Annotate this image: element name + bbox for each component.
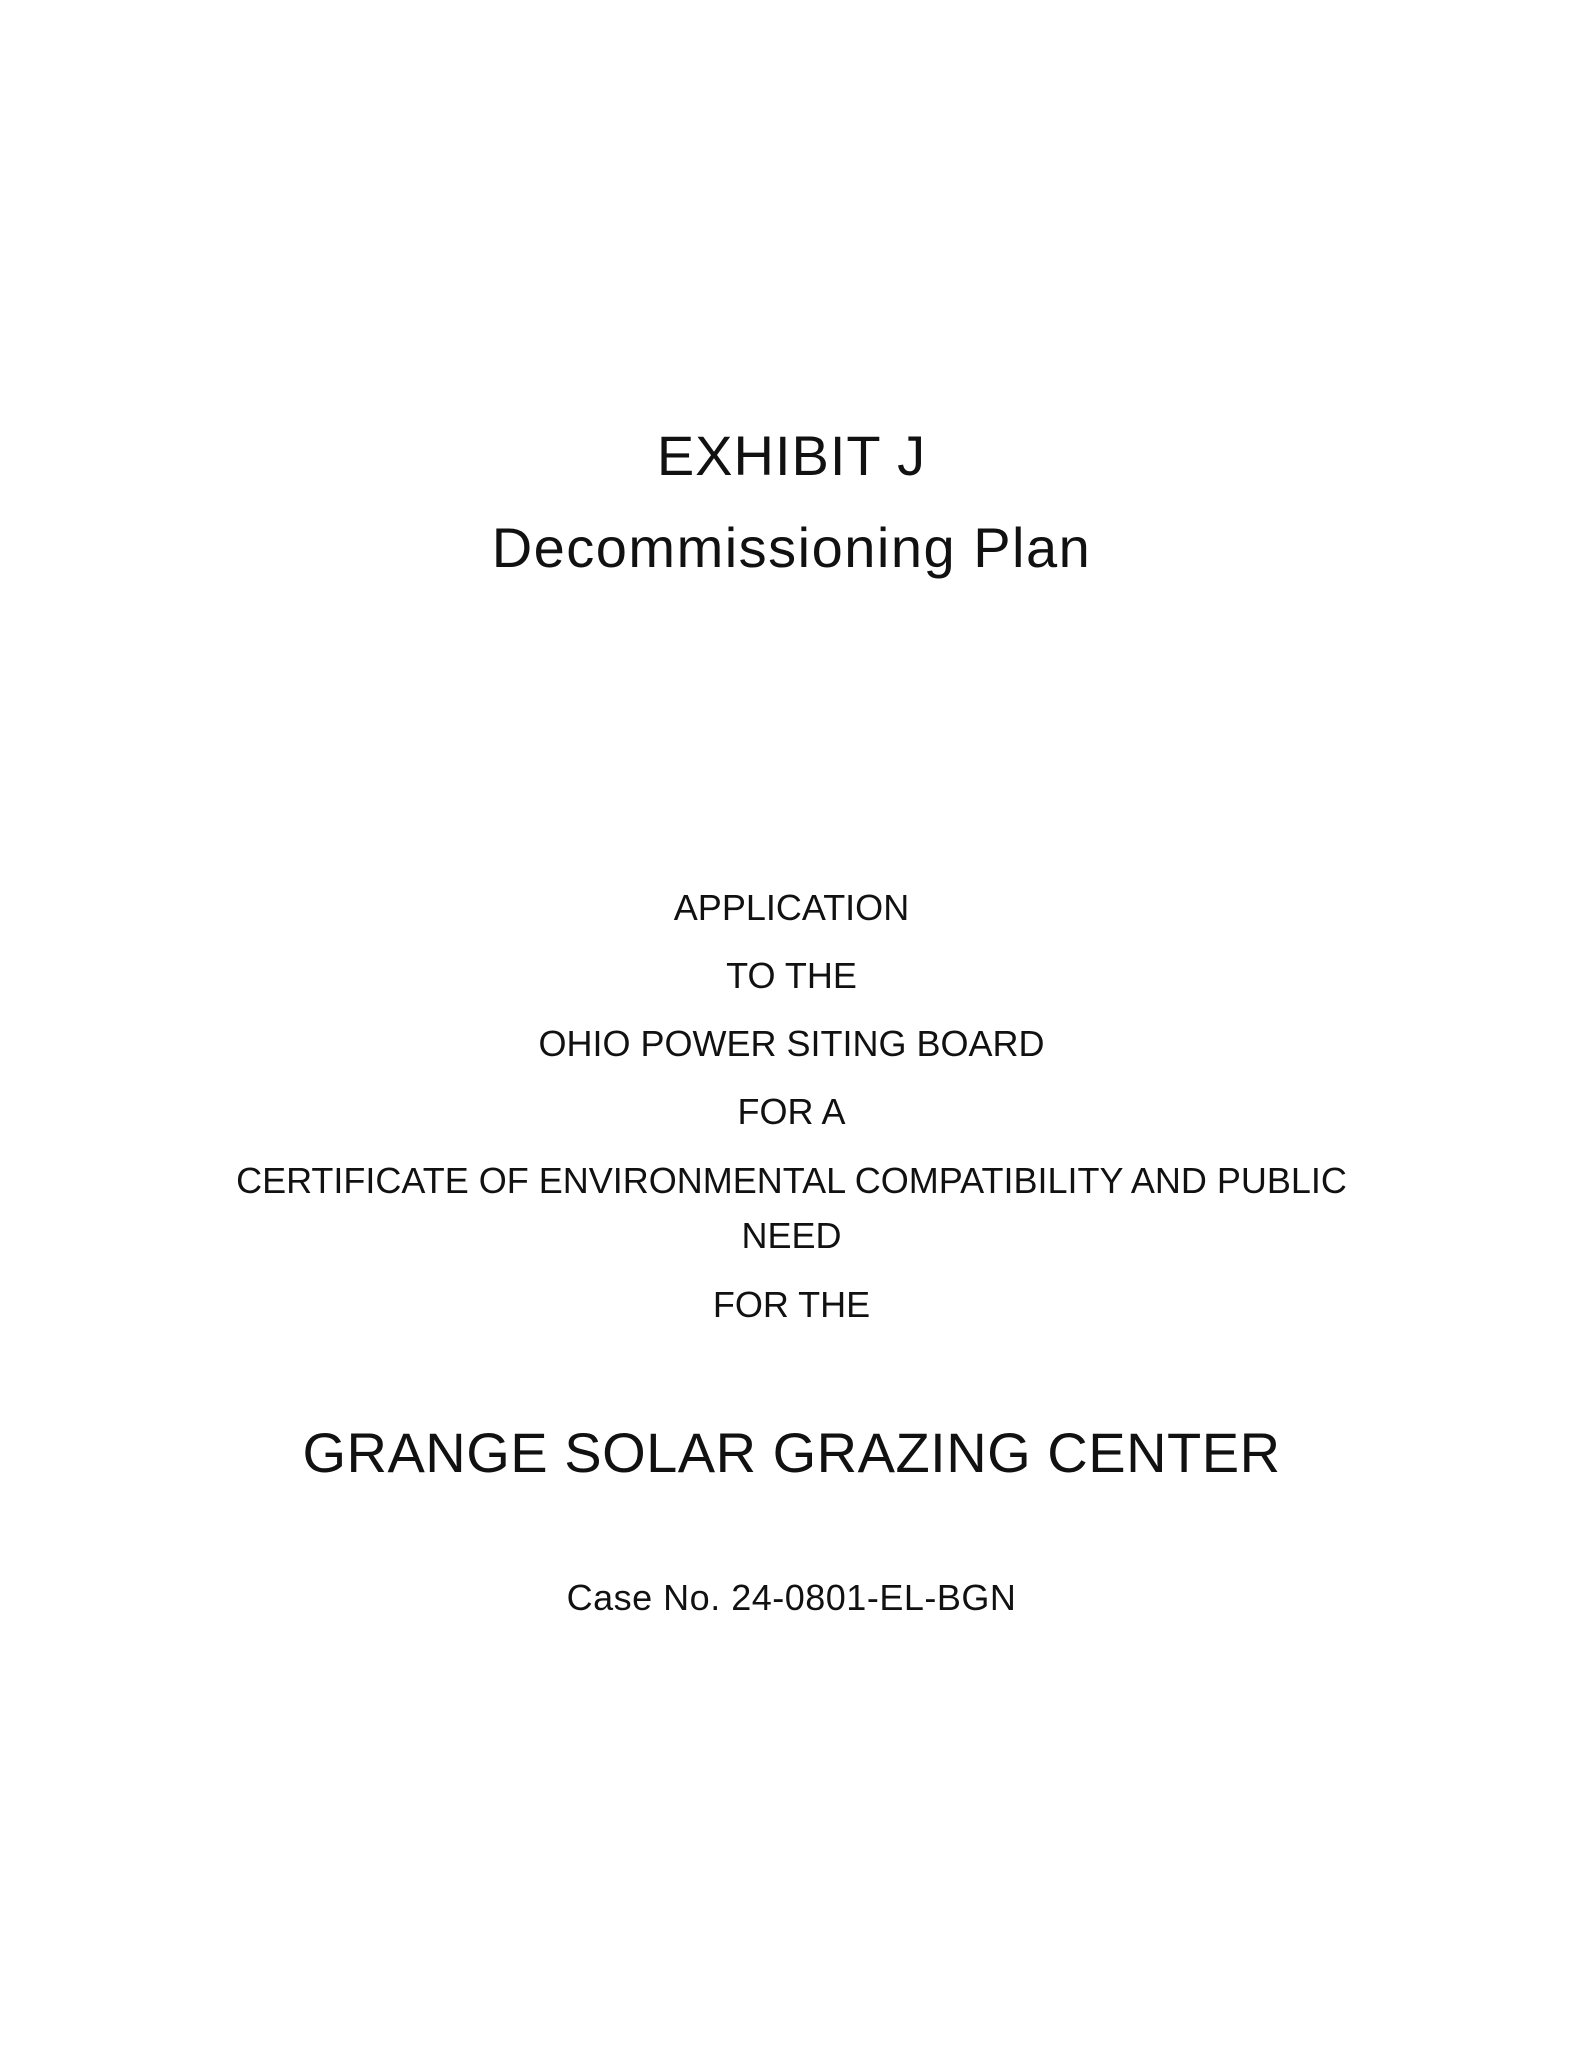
exhibit-label: EXHIBIT J <box>656 424 927 487</box>
application-line: FOR A <box>737 1091 846 1132</box>
application-line: APPLICATION <box>673 887 910 928</box>
application-line: OHIO POWER SITING BOARD <box>538 1023 1045 1064</box>
application-line: TO THE <box>726 955 857 996</box>
case-number: Case No. 24-0801-EL-BGN <box>566 1577 1017 1618</box>
project-name: GRANGE SOLAR GRAZING CENTER <box>302 1421 1281 1484</box>
application-line: CERTIFICATE OF ENVIRONMENTAL COMPATIBILITY AND PUBLIC <box>236 1160 1347 1201</box>
document-title: Decommissioning Plan <box>491 516 1092 579</box>
application-line: NEED <box>741 1215 842 1256</box>
application-line: FOR THE <box>712 1284 871 1325</box>
